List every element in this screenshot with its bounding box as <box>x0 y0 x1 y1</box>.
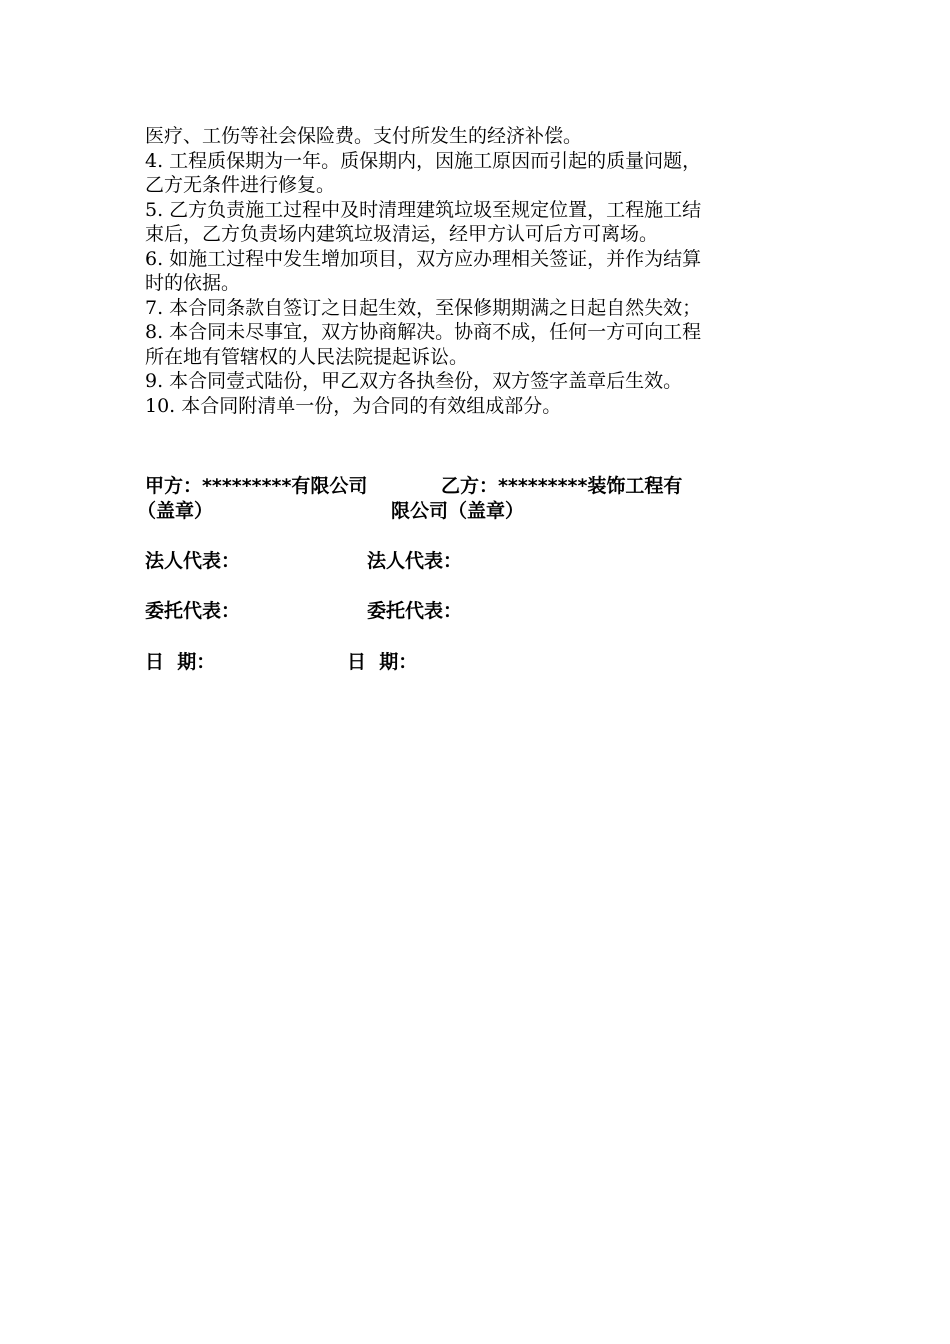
party-b-agent-label: 委托代表： <box>367 600 463 622</box>
clause-line: 所在地有管辖权的人民法院提起诉讼。 <box>145 345 469 368</box>
clause-line: 医疗、工伤等社会保险费。支付所发生的经济补偿。 <box>145 125 583 147</box>
clause-line: 6. 如施工过程中发生增加项目，双方应办理相关签证，并作为结算 <box>145 247 702 270</box>
party-b-legal-rep-label: 法人代表： <box>367 550 463 572</box>
party-b-name: 乙方：*********装饰工程有 <box>441 475 683 497</box>
clause-line: 5. 乙方负责施工过程中及时清理建筑垃圾至规定位置，工程施工结 <box>145 198 702 221</box>
party-a-agent-label: 委托代表： <box>145 600 241 622</box>
contract-clauses <box>145 124 810 418</box>
party-a-seal-label: （盖章） <box>137 500 214 522</box>
clause-line: 7. 本合同条款自签订之日起生效，至保修期期满之日起自然失效； <box>145 296 702 319</box>
clause-line: 8. 本合同未尽事宜，双方协商解决。协商不成，任何一方可向工程 <box>145 321 702 343</box>
clause-line: 9. 本合同壹式陆份，甲乙双方各执叁份，双方签字盖章后生效。 <box>145 370 683 392</box>
clause-line: 束后，乙方负责场内建筑垃圾清运，经甲方认可后方可离场。 <box>145 223 659 245</box>
clause-line: 4. 工程质保期为一年。质保期内，因施工原因而引起的质量问题， <box>145 149 702 172</box>
party-a-legal-rep-label: 法人代表： <box>145 550 241 572</box>
party-b-date-label: 日 期： <box>347 651 418 673</box>
clause-line: 时的依据。 <box>145 272 241 294</box>
clause-line: 乙方无条件进行修复。 <box>145 174 336 196</box>
clause-line: 10. 本合同附清单一份，为合同的有效组成部分。 <box>145 394 562 417</box>
party-a-date-label: 日 期： <box>145 651 216 673</box>
party-b-seal-label: 限公司（盖章） <box>391 500 525 522</box>
party-a-name: 甲方：*********有限公司 <box>145 475 368 497</box>
